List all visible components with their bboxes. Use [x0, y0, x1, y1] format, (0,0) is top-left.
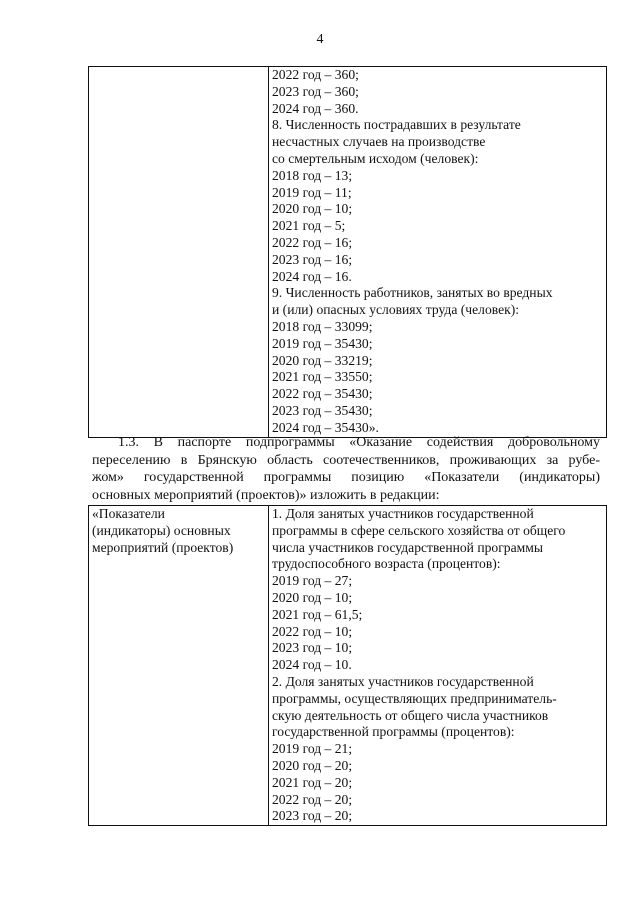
text-line: 2023 год – 360; — [272, 83, 359, 99]
text-line: 2021 год – 5; — [272, 218, 346, 234]
indicators-table-continued — [88, 66, 607, 438]
table-cell-values — [269, 506, 607, 826]
text-line: 1. Доля занятых участников государственной — [272, 506, 534, 521]
text-line: со смертельным исходом (человек): — [272, 150, 479, 166]
text-line: 9. Численность работников, занятых во вредных — [272, 285, 553, 301]
page-number: 4 — [316, 32, 324, 47]
text-line: 2. Доля занятых участников государственной — [272, 673, 534, 689]
text-line: 2019 год – 27; — [272, 573, 353, 589]
paragraph-line: 1.3. В паспорте подпрограммы «Оказание содействия добровольному — [118, 435, 600, 450]
text-line: 2019 год – 11; — [272, 184, 352, 200]
text-line: 2023 год – 35430; — [272, 402, 373, 418]
text-line: 2018 год – 33099; — [272, 318, 373, 334]
text-line: 2022 год – 35430; — [272, 386, 373, 402]
text-line: 2020 год – 20; — [272, 757, 353, 773]
text-line: мероприятий (проектов) — [92, 539, 234, 555]
text-line: государственной программы (процентов): — [272, 724, 515, 740]
text-line: 2023 год – 16; — [272, 251, 353, 267]
text-line: 2024 год – 16. — [272, 268, 352, 284]
table-row — [89, 506, 607, 826]
table-cell-values — [269, 67, 607, 438]
text-line: скую деятельность от общего числа участников — [272, 707, 549, 723]
text-line: 2022 год – 16; — [272, 234, 353, 250]
text-line: 2019 год – 35430; — [272, 335, 373, 351]
text-line: 2023 год – 20; — [272, 808, 353, 824]
text-line: 2024 год – 35430». — [272, 419, 379, 435]
text-line: и (или) опасных условиях труда (человек): — [272, 302, 520, 318]
text-line: 2019 год – 21; — [272, 741, 353, 757]
paragraph-line: основных мероприятий (проектов)» изложить в редакции: — [92, 487, 440, 503]
text-line: 2018 год – 13; — [272, 167, 353, 183]
text-line: числа участников государственной программы — [272, 539, 543, 555]
text-line: 2020 год – 10; — [272, 201, 353, 217]
paragraph-line: переселению в Брянскую область соотечественников, проживающих за рубе- — [92, 452, 600, 468]
table-cell-label — [89, 506, 269, 826]
text-line: 2020 год – 33219; — [272, 352, 373, 368]
text-line: 2022 год – 20; — [272, 791, 353, 807]
text-line: 2021 год – 33550; — [272, 369, 373, 385]
table-row — [89, 67, 607, 438]
text-line: несчастных случаев на производстве — [272, 134, 486, 150]
text-line: 2024 год – 360. — [272, 100, 359, 116]
text-line: трудоспособного возраста (процентов): — [272, 556, 501, 572]
paragraph-line: жом» государственной программы позицию «Показатели (индикаторы) — [92, 470, 600, 486]
text-line: 8. Численность пострадавших в результате — [272, 117, 521, 133]
text-line: программы, осуществляющих предприниматель- — [272, 690, 557, 706]
text-line: «Показатели — [92, 506, 165, 521]
text-line: 2021 год – 61,5; — [272, 606, 363, 622]
text-line: 2022 год – 360; — [272, 67, 359, 82]
text-line: 2021 год – 20; — [272, 774, 353, 790]
amendment-paragraph — [92, 434, 600, 504]
indicators-table-new — [88, 505, 607, 826]
text-line: 2024 год – 10. — [272, 657, 352, 673]
text-line: (индикаторы) основных — [92, 522, 231, 538]
text-line: программы в сфере сельского хозяйства от общего — [272, 522, 566, 538]
text-line: 2020 год – 10; — [272, 589, 353, 605]
text-line: 2022 год – 10; — [272, 623, 353, 639]
table-cell-empty — [89, 67, 269, 438]
text-line: 2023 год – 10; — [272, 640, 353, 656]
